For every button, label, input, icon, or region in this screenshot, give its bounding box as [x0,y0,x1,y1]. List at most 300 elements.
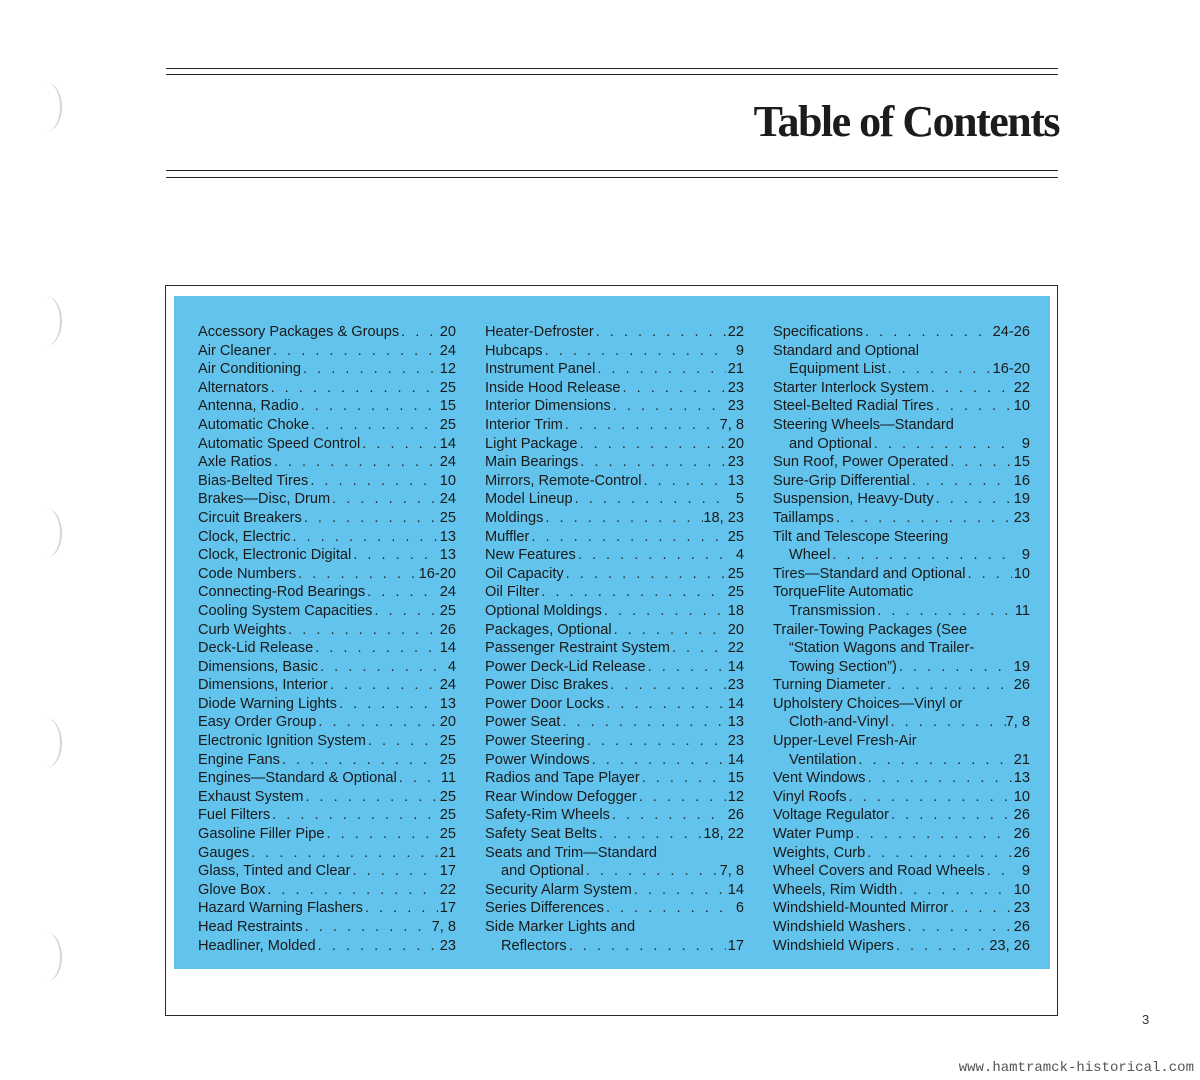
entry-page: 16 [1013,472,1030,489]
dot-leader [316,937,438,956]
entry-page: 23 [1013,900,1030,917]
dot-leader [889,806,1012,825]
index-entry [773,825,1030,844]
entry-page: 23 [1013,509,1030,526]
dot-leader [328,676,438,695]
binder-hole [30,296,62,346]
entry-page: 22 [439,881,456,898]
dot-leader [830,546,1012,565]
entry-label: Inside Hood Release [485,379,621,396]
entry-page: 14 [439,640,456,657]
dot-leader [543,509,703,528]
dot-leader [590,751,726,770]
entry-page: 26 [1013,919,1030,935]
header-rule [166,177,1058,178]
index-entry [198,453,456,472]
index-entry [485,732,744,751]
entry-label: Weights, Curb [773,844,866,861]
entry-label: “Station Wagons and Trailer- [789,640,975,657]
entry-page: 20 [439,714,456,731]
dot-leader [595,360,726,379]
entry-label: Side Marker Lights and [485,919,636,935]
entry-label: Upper-Level Fresh-Air [773,733,917,750]
index-entry [773,583,1030,602]
entry-page: 6 [735,900,744,917]
entry-page: 22 [1013,379,1030,396]
dot-leader [351,862,438,881]
index-entry [485,639,744,658]
entry-label: Curb Weights [198,621,287,638]
entry-page: 20 [439,324,456,340]
index-entry [485,583,744,602]
index-entry [485,565,744,584]
dot-leader [604,695,726,714]
entry-label: Taillamps [773,509,834,526]
entry-page: 13 [439,547,456,564]
entry-label: Gauges [198,844,250,861]
entry-label: Power Deck-Lid Release [485,658,646,675]
dot-leader [856,751,1012,770]
index-entry [198,472,456,491]
entry-label: and Optional [501,863,584,880]
index-entry [198,583,456,602]
dot-leader [597,825,703,844]
entry-label: Cloth-and-Vinyl [789,714,889,731]
index-entry [485,490,744,509]
entry-label: Power Seat [485,714,561,731]
index-column-1 [198,323,456,955]
binder-hole [30,718,62,768]
index-entry [198,658,456,677]
header-rule [166,170,1058,171]
index-entry [198,379,456,398]
dot-leader [905,918,1012,937]
index-entry [773,528,1030,547]
dot-leader [934,490,1012,509]
entry-page: 25 [439,826,456,843]
index-entry [198,546,456,565]
entry-label: Voltage Regulator [773,807,890,824]
dot-leader [894,937,990,956]
entry-label: Main Bearings [485,454,579,471]
dot-leader [308,472,438,491]
index-entry [485,360,744,379]
dot-leader [854,825,1012,844]
dot-leader [363,899,438,918]
entry-label: Safety-Rim Wheels [485,807,610,824]
dot-leader [872,435,1012,454]
dot-leader [584,862,720,881]
entry-label: and Optional [789,435,872,452]
index-entry [485,844,744,863]
dot-leader [847,788,1012,807]
index-entry [773,862,1030,881]
entry-label: Air Conditioning [198,361,302,378]
entry-label: Connecting-Rod Bearings [198,584,366,601]
index-entry [485,397,744,416]
entry-label: Sure-Grip Differential [773,472,910,489]
header-rule [166,68,1058,69]
entry-page: 19 [1013,658,1030,675]
dot-leader [608,676,726,695]
index-entry [198,416,456,435]
index-entry [773,565,1030,584]
dot-leader [646,658,726,677]
entry-page: 21 [439,844,456,861]
entry-label: Oil Filter [485,584,540,601]
dot-leader [637,788,726,807]
entry-page: 26 [727,807,744,824]
entry-label: Brakes—Disc, Drum [198,491,331,508]
dot-leader [865,844,1012,863]
dot-leader [265,881,438,900]
entry-page: 25 [439,807,456,824]
index-entry [485,937,744,956]
entry-page: 14 [727,751,744,768]
entry-page: 7, 8 [431,919,456,935]
dot-leader [573,490,726,509]
dot-leader [885,676,1012,695]
entry-page: 13 [439,528,456,545]
entry-page: 25 [439,788,456,805]
entry-label: Mirrors, Remote-Control [485,472,642,489]
dot-leader [612,621,726,640]
dot-leader [286,621,438,640]
entry-label: Axle Ratios [198,454,272,471]
index-entry [773,509,1030,528]
entry-page: 5 [735,491,744,508]
entry-label: Clock, Electric [198,528,291,545]
dot-leader [271,342,438,361]
index-entry [773,490,1030,509]
entry-label: Wheel Covers and Road Wheels [773,863,985,880]
entry-page: 24 [439,584,456,601]
index-entry [485,695,744,714]
entry-label: Headliner, Molded [198,937,316,954]
index-entry [198,788,456,807]
entry-label: Steering Wheels—Standard [773,416,954,433]
entry-page: 20 [727,621,744,638]
dot-leader [563,416,720,435]
entry-label: Windshield Wipers [773,937,894,954]
entry-page: 15 [1013,454,1030,471]
index-entry [773,602,1030,621]
entry-page: 11 [440,770,456,787]
entry-page: 16-20 [418,565,456,582]
entry-label: Automatic Choke [198,416,310,433]
index-entry [485,899,744,918]
entry-label: Clock, Electronic Digital [198,547,352,564]
entry-page: 17 [727,937,744,954]
index-entry [485,509,744,528]
entry-page: 15 [439,398,456,415]
entry-page: 24-26 [992,324,1030,340]
dot-leader [303,788,438,807]
entry-label: Optional Moldings [485,602,602,619]
index-column-2 [485,323,744,955]
index-entry [198,881,456,900]
dot-leader [632,881,726,900]
dot-leader [865,769,1012,788]
index-entry [198,397,456,416]
entry-label: Gasoline Filler Pipe [198,826,325,843]
entry-label: Transmission [789,602,876,619]
dot-leader [351,546,438,565]
entry-label: Moldings [485,509,544,526]
index-entry [485,546,744,565]
index-entry [198,602,456,621]
index-entry [198,323,456,342]
entry-page: 9 [1021,435,1030,452]
index-entry [485,788,744,807]
entry-label: Tires—Standard and Optional [773,565,966,582]
index-entry [198,937,456,956]
dot-leader [602,602,726,621]
dot-leader [585,732,726,751]
entry-page: 14 [727,695,744,712]
dot-leader [611,397,726,416]
entry-page: 13 [727,714,744,731]
entry-label: Hubcaps [485,342,543,359]
entry-page: 26 [1013,807,1030,824]
entry-page: 14 [727,881,744,898]
entry-label: Passenger Restraint System [485,640,670,657]
index-entry [198,435,456,454]
entry-page: 26 [1013,844,1030,861]
entry-label: Bias-Belted Tires [198,472,309,489]
entry-label: Seats and Trim—Standard [485,844,657,861]
entry-label: Accessory Packages & Groups [198,324,400,340]
entry-label: Circuit Breakers [198,509,302,526]
header-rule [166,74,1058,75]
dot-leader [337,695,438,714]
entry-page: 10 [439,472,456,489]
entry-page: 25 [439,379,456,396]
dot-leader [302,509,438,528]
entry-page: 13 [439,695,456,712]
entry-label: Dimensions, Interior [198,677,328,694]
dot-leader [539,583,726,602]
entry-page: 10 [1013,881,1030,898]
index-entry [198,918,456,937]
entry-page: 9 [735,342,744,359]
entry-label: Power Steering [485,733,585,750]
dot-leader [325,825,438,844]
index-entry [773,397,1030,416]
dot-leader [948,899,1012,918]
dot-leader [397,769,438,788]
entry-page: 13 [1013,770,1030,787]
index-entry [198,713,456,732]
dot-leader [309,416,438,435]
entry-label: Specifications [773,324,864,340]
entry-label: Code Numbers [198,565,297,582]
entry-label: Interior Trim [485,416,563,433]
index-entry [198,342,456,361]
index-entry [198,639,456,658]
dot-leader [966,565,1012,584]
dot-leader [610,806,726,825]
entry-label: Series Differences [485,900,604,917]
entry-page: 23 [727,398,744,415]
entry-label: Engine Fans [198,751,280,768]
dot-leader [620,379,726,398]
entry-label: Antenna, Radio [198,398,299,415]
dot-leader [372,602,438,621]
entry-page: 18, 22 [703,826,744,843]
index-entry [198,899,456,918]
dot-leader [578,435,727,454]
entry-page: 7, 8 [1005,714,1030,731]
dot-leader [670,639,726,658]
entry-page: 4 [447,658,456,675]
entry-label: Cooling System Capacities [198,602,373,619]
index-entry [773,713,1030,732]
index-entry [773,769,1030,788]
watermark: www.hamtramck-historical.com [958,1060,1194,1076]
entry-label: Alternators [198,379,269,396]
index-entry [198,509,456,528]
index-entry [198,528,456,547]
entry-label: Instrument Panel [485,361,596,378]
entry-label: Hazard Warning Flashers [198,900,363,917]
entry-label: Fuel Filters [198,807,271,824]
dot-leader [360,435,438,454]
dot-leader [560,713,726,732]
entry-label: Wheel [789,547,831,564]
entry-label: New Features [485,547,576,564]
dot-leader [270,806,438,825]
dot-leader [604,899,726,918]
entry-label: Heater-Defroster [485,324,594,340]
page-title: Table of Contents [753,97,1059,146]
entry-label: Power Disc Brakes [485,677,609,694]
entry-label: TorqueFlite Automatic [773,584,914,601]
dot-leader [543,342,726,361]
index-entry [485,862,744,881]
index-entry [485,435,744,454]
entry-label: Power Windows [485,751,590,768]
entry-label: Safety Seat Belts [485,826,597,843]
entry-page: 11 [1014,602,1030,619]
dot-leader [299,397,438,416]
dot-leader [897,658,1012,677]
index-entry [485,472,744,491]
index-entry [485,825,744,844]
index-entry [773,453,1030,472]
entry-label: Engines—Standard & Optional [198,770,397,787]
dot-leader [642,472,726,491]
index-entry [485,658,744,677]
index-entry [198,360,456,379]
index-entry [485,881,744,900]
index-entry [773,695,1030,714]
index-entry [773,342,1030,361]
dot-leader [886,360,993,379]
entry-label: Automatic Speed Control [198,435,361,452]
entry-page: 23 [439,937,456,954]
dot-leader [296,565,419,584]
entry-page: 13 [727,472,744,489]
entry-label: Glass, Tinted and Clear [198,863,351,880]
entry-label: Equipment List [789,361,886,378]
entry-label: Wheels, Rim Width [773,881,898,898]
entry-page: 25 [439,509,456,526]
index-entry [485,713,744,732]
entry-page: 24 [439,342,456,359]
entry-page: 26 [1013,677,1030,694]
page-number: 3 [1142,1012,1150,1027]
entry-page: 12 [727,788,744,805]
index-entry [773,899,1030,918]
binder-hole [30,508,62,558]
entry-label: Steel-Belted Radial Tires [773,398,934,415]
entry-label: Light Package [485,435,578,452]
dot-leader [863,323,993,342]
dot-leader [640,769,726,788]
entry-label: Windshield-Mounted Mirror [773,900,949,917]
entry-label: Glove Box [198,881,266,898]
entry-label: Dimensions, Basic [198,658,319,675]
entry-label: Muffler [485,528,530,545]
entry-label: Standard and Optional [773,342,920,359]
binder-hole [30,82,62,132]
entry-page: 24 [439,491,456,508]
index-entry [485,323,744,342]
index-entry [198,621,456,640]
entry-page: 24 [439,454,456,471]
entry-label: Towing Section”) [789,658,897,675]
entry-page: 10 [1013,565,1030,582]
dot-leader [567,937,726,956]
entry-label: Upholstery Choices—Vinyl or [773,695,963,712]
index-entry [485,453,744,472]
index-entry [198,490,456,509]
entry-page: 23 [727,733,744,750]
entry-page: 25 [439,602,456,619]
index-entry [485,676,744,695]
entry-page: 21 [727,361,744,378]
entry-page: 26 [1013,826,1030,843]
index-entry [773,918,1030,937]
dot-leader [330,490,438,509]
dot-leader [290,528,438,547]
entry-page: 23 [727,379,744,396]
index-entry [485,621,744,640]
entry-label: Oil Capacity [485,565,564,582]
index-entry [773,639,1030,658]
index-entry [485,918,744,937]
entry-page: 9 [1021,547,1030,564]
index-entry [773,658,1030,677]
entry-label: Easy Order Group [198,714,317,731]
entry-label: Head Restraints [198,919,303,935]
dot-leader [303,918,432,937]
index-entry [485,379,744,398]
entry-page: 18 [727,602,744,619]
entry-page: 12 [439,361,456,378]
entry-page: 10 [1013,398,1030,415]
dot-leader [280,751,438,770]
entry-page: 17 [439,863,456,880]
entry-page: 15 [727,770,744,787]
index-entry [485,416,744,435]
index-entry [485,342,744,361]
entry-label: Exhaust System [198,788,304,805]
index-entry [198,695,456,714]
index-entry [773,844,1030,863]
entry-page: 25 [727,584,744,601]
